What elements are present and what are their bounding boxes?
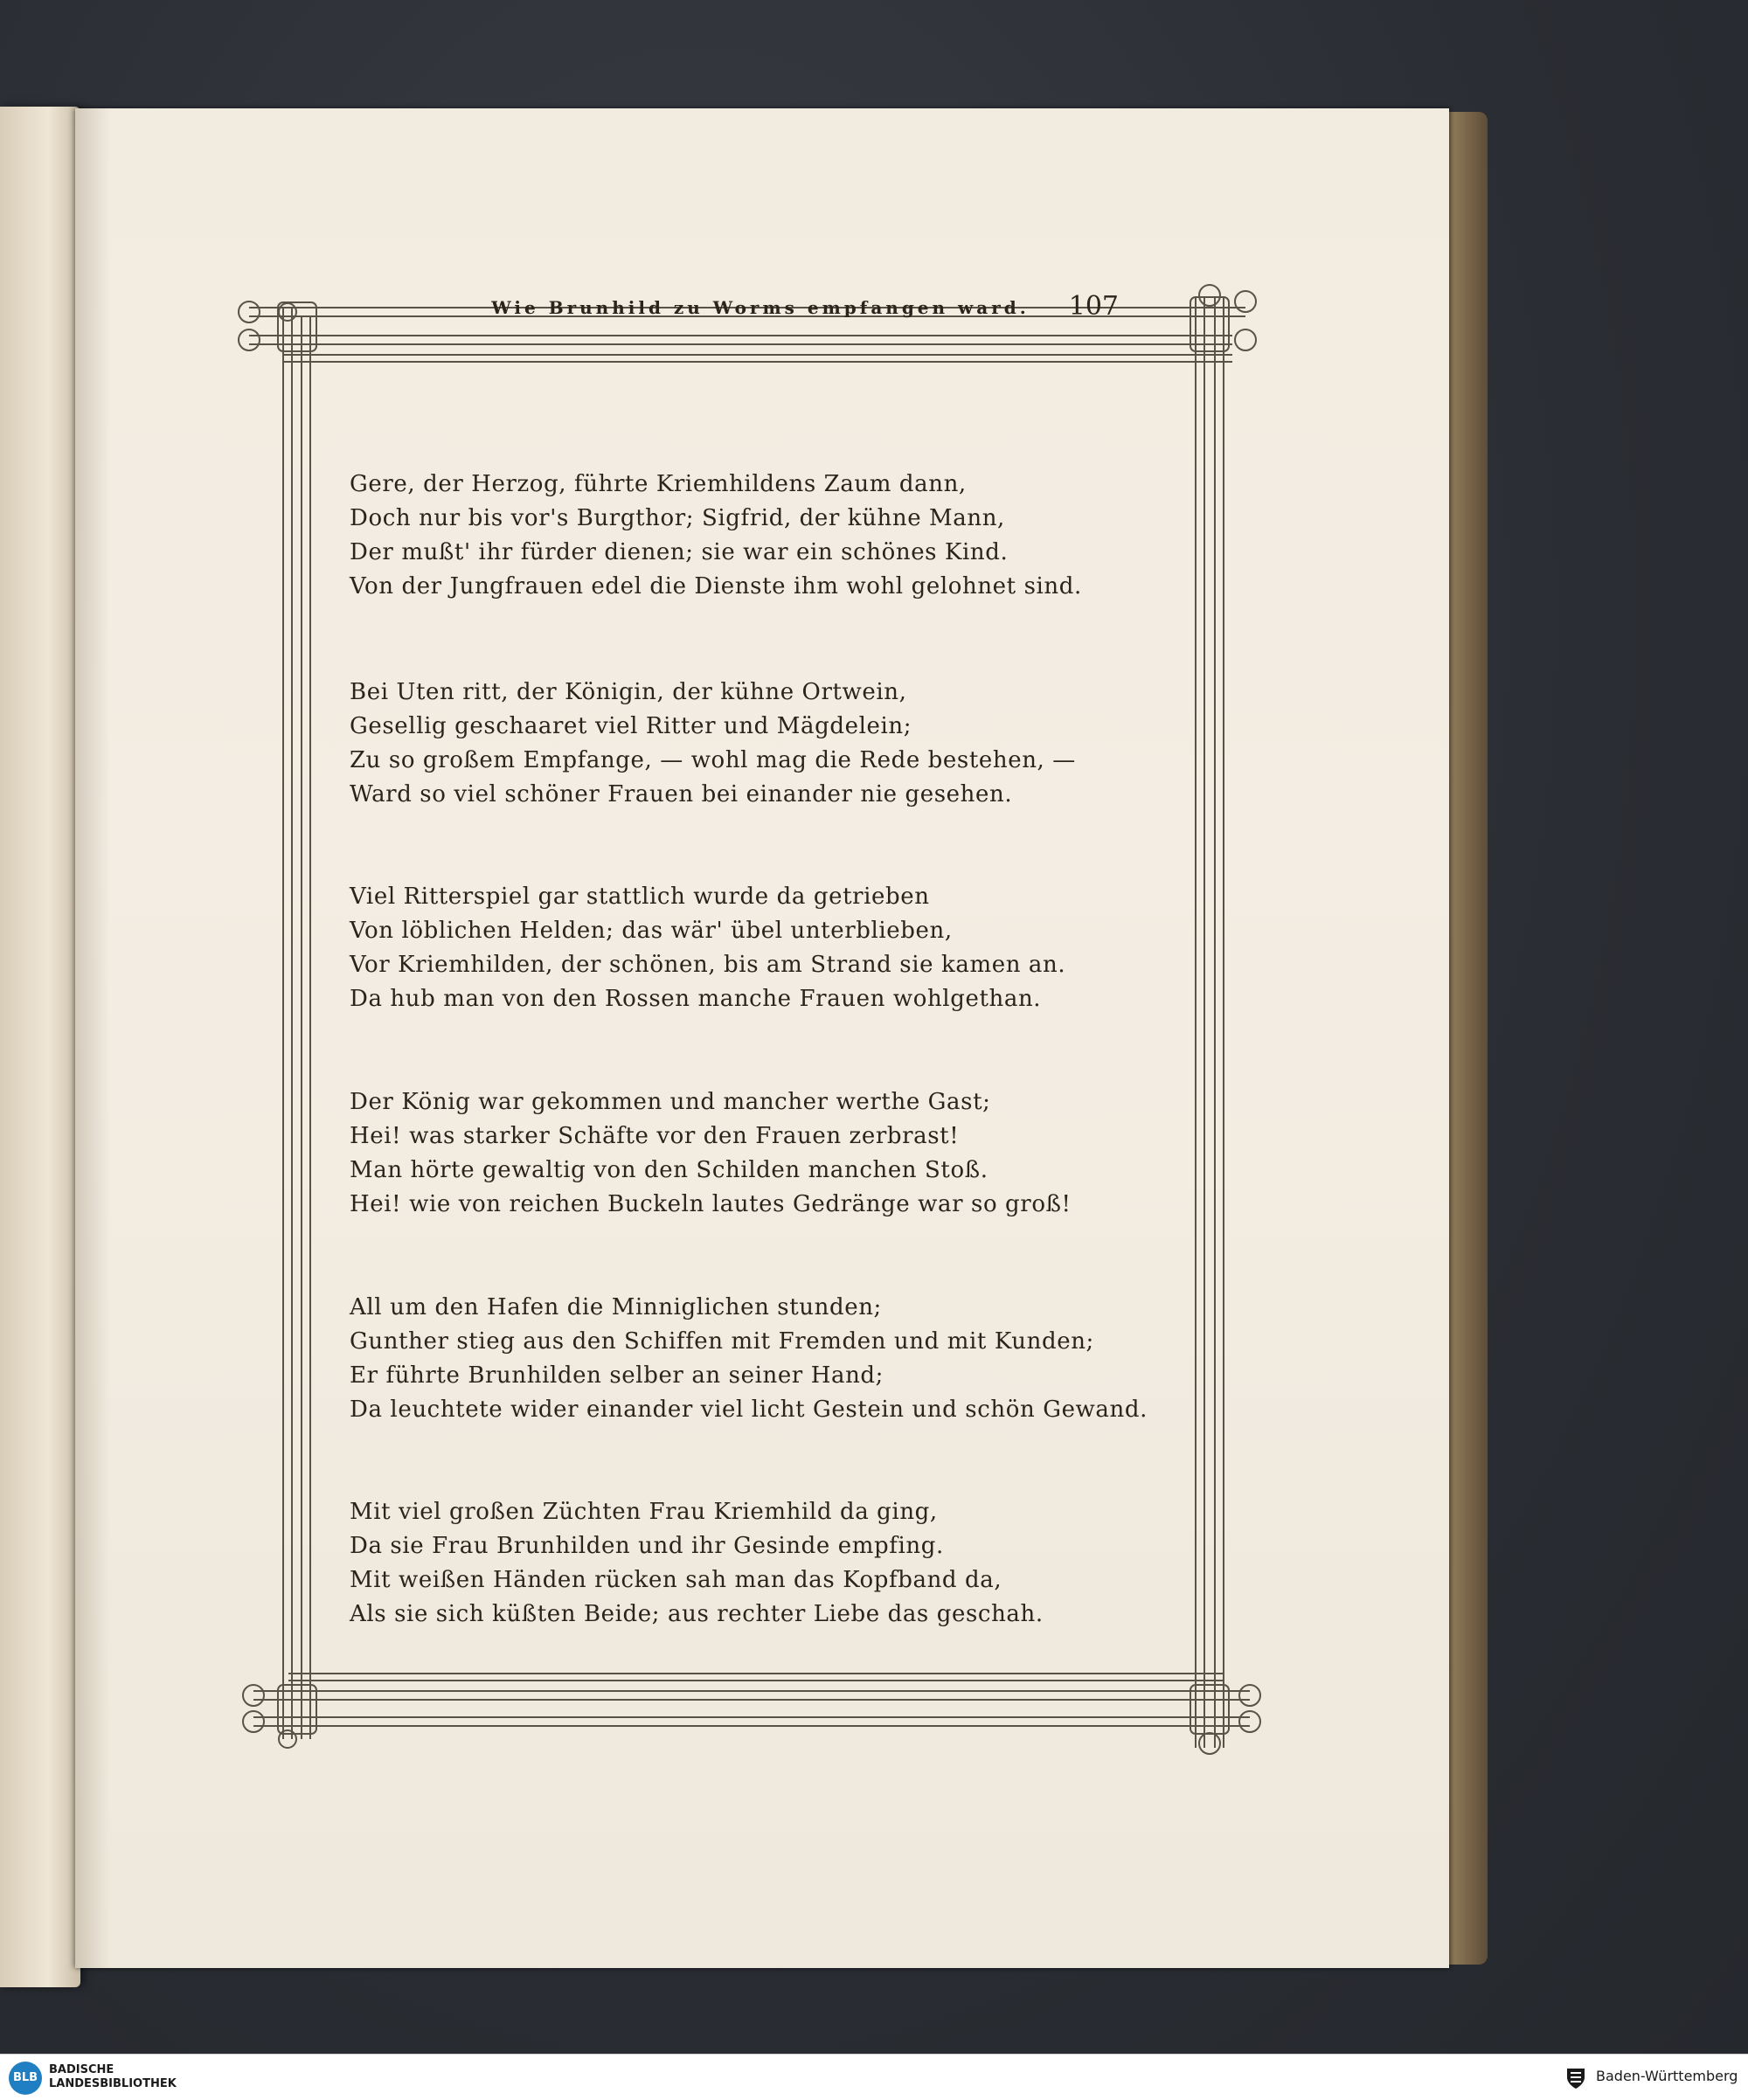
verse-line: Gesellig geschaaret viel Ritter und Mägdelein; bbox=[350, 713, 912, 739]
blb-logo[interactable]: BLB bbox=[9, 2062, 42, 2095]
verse-line: Hei! wie von reichen Buckeln lautes Gedränge war so groß! bbox=[350, 1191, 1072, 1217]
library-name-line2: LANDESBIBLIOTHEK bbox=[49, 2077, 177, 2090]
verse-line: Doch nur bis vor's Burgthor; Sigfrid, der kühne Mann, bbox=[350, 505, 1005, 531]
verse-line: Er führte Brunhilden selber an seiner Hand; bbox=[350, 1362, 884, 1389]
verse-line: Mit viel großen Züchten Frau Kriemhild da ging, bbox=[350, 1499, 938, 1525]
verse-line: Ward so viel schöner Frauen bei einander nie gesehen. bbox=[350, 781, 1013, 807]
verse-line: Hei! was starker Schäfte vor den Frauen zerbrast! bbox=[350, 1123, 960, 1149]
library-name-line1: BADISCHE bbox=[49, 2063, 114, 2076]
verse-line: Bei Uten ritt, der Königin, der kühne Ortwein, bbox=[350, 679, 907, 705]
verse-line: Vor Kriemhilden, der schönen, bis am Strand sie kamen an. bbox=[350, 952, 1066, 978]
verse-line: All um den Hafen die Minniglichen stunden; bbox=[350, 1294, 882, 1320]
stanza-6 bbox=[350, 1495, 1136, 1632]
stanza-4 bbox=[350, 1085, 1136, 1222]
state-label[interactable]: Baden-Württemberg bbox=[1596, 2068, 1738, 2084]
page-number: 107 bbox=[1068, 291, 1119, 322]
footer-bar bbox=[0, 2054, 1748, 2100]
verse-line: Da sie Frau Brunhilden und ihr Gesinde empfing. bbox=[350, 1533, 944, 1559]
stanza-1 bbox=[350, 468, 1136, 604]
verse-line: Zu so großem Empfange, — wohl mag die Rede bestehen, — bbox=[350, 747, 1076, 773]
verse-line: Da hub man von den Rossen manche Frauen wohlgethan. bbox=[350, 986, 1042, 1012]
verse-line: Viel Ritterspiel gar stattlich wurde da getrieben bbox=[350, 884, 930, 910]
verse-line: Von löblichen Helden; das wär' übel unterblieben, bbox=[350, 918, 953, 944]
running-head: Wie Brunhild zu Worms empfangen ward. bbox=[491, 297, 1030, 318]
verse-line: Gere, der Herzog, führte Kriemhildens Zaum dann, bbox=[350, 471, 967, 497]
verse-line: Der mußt' ihr fürder dienen; sie war ein schönes Kind. bbox=[350, 539, 1009, 565]
stanza-3 bbox=[350, 880, 1136, 1016]
library-name[interactable] bbox=[49, 2063, 177, 2091]
verse-line: Gunther stieg aus den Schiffen mit Fremden und mit Kunden; bbox=[350, 1328, 1094, 1355]
stanza-5 bbox=[350, 1291, 1148, 1427]
verse-line: Da leuchtete wider einander viel licht Gestein und schön Gewand. bbox=[350, 1397, 1148, 1423]
verse-line: Mit weißen Händen rücken sah man das Kopfband da, bbox=[350, 1567, 1002, 1593]
coat-of-arms-icon bbox=[1563, 2065, 1589, 2091]
stanza-2 bbox=[350, 676, 1136, 812]
verse-line: Von der Jungfrauen edel die Dienste ihm wohl gelohnet sind. bbox=[350, 573, 1082, 600]
verse-line: Der König war gekommen und mancher werthe Gast; bbox=[350, 1089, 991, 1115]
verse-line: Man hörte gewaltig von den Schilden manchen Stoß. bbox=[350, 1157, 988, 1183]
verse-line: Als sie sich küßten Beide; aus rechter Liebe das geschah. bbox=[350, 1601, 1044, 1627]
